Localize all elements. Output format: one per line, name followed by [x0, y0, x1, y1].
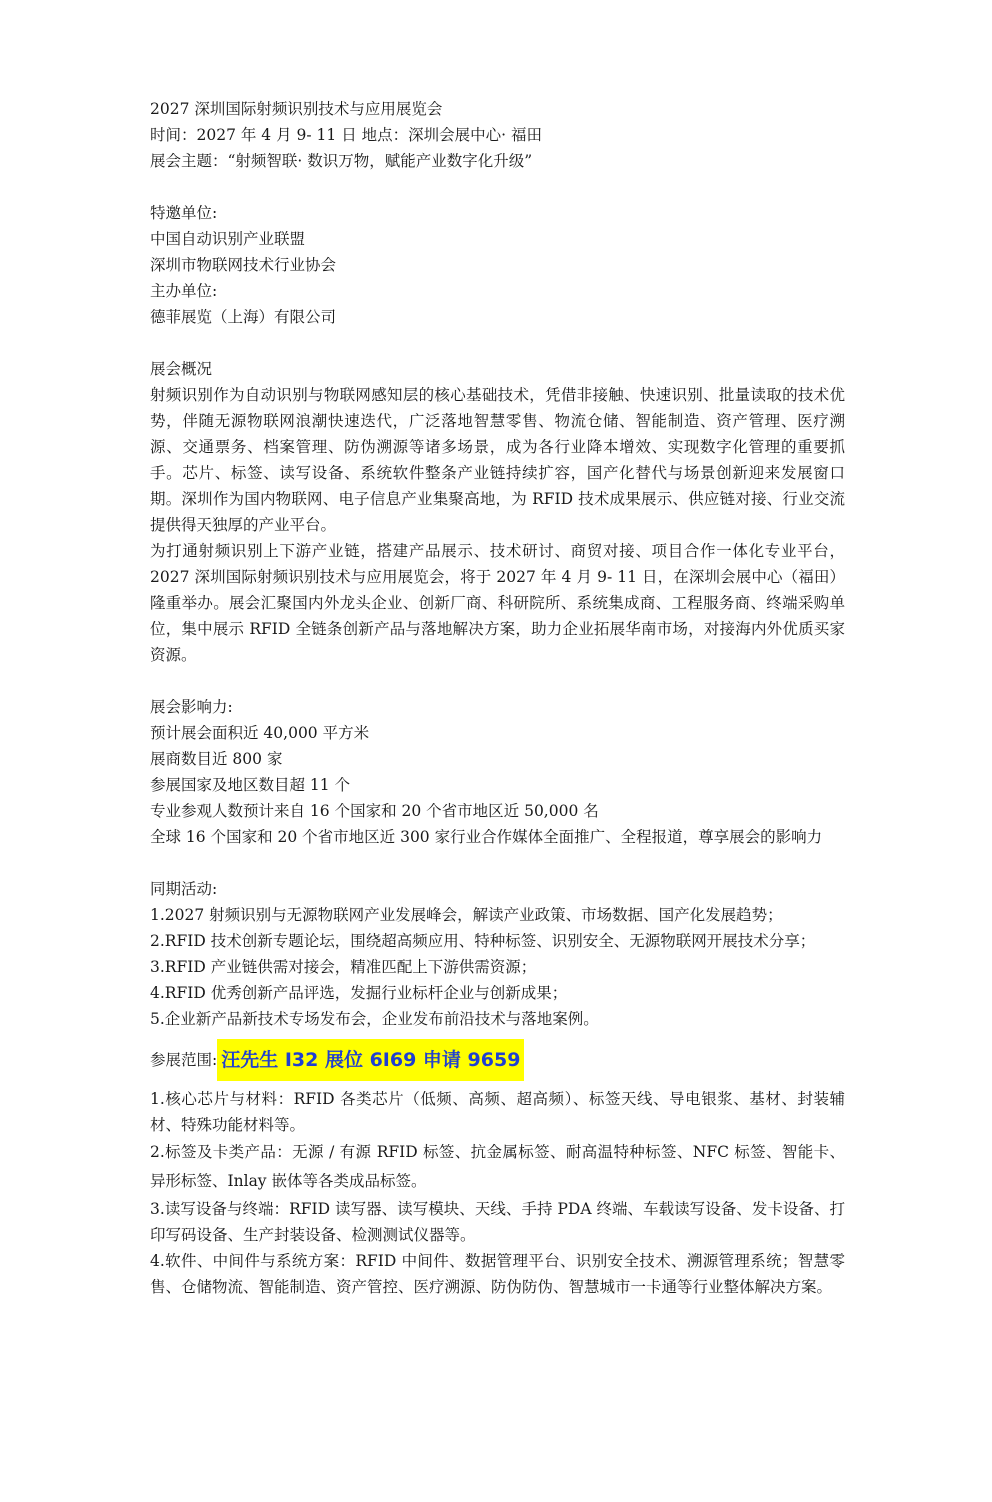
overview-paragraph-2: 为打通射频识别上下游产业链，搭建产品展示、技术研讨、商贸对接、项目合作一体化专业平台，2027 深圳国际射频识别技术与应用展览会，将于 2027 年 4 月 9- 11 日，在深圳会展中心（福田）隆重举办。展会汇聚国内外龙头企业、创新厂商、科研院所、系统集成商、工程服务商、终端采购单位，集中展示 RFID 全链条创新产品与落地解决方案，助力企业拓展华南市场，对接海内外优质买家资源。 [150, 542, 845, 664]
impact-item: 预计展会面积近 40,000 平方米 [150, 724, 370, 742]
special-invite-org-2: 深圳市物联网技术行业协会 [150, 256, 337, 274]
spacer [150, 174, 845, 200]
special-invite-org-1: 中国自动识别产业联盟 [150, 230, 306, 248]
scope-heading-row [150, 1038, 845, 1082]
document-page [150, 96, 845, 1300]
scope-item: 2.标签及卡类产品：无源 / 有源 RFID 标签、抗金属标签、耐高温特种标签、NFC 标签、智能卡、异形标签、Inlay 嵌体等各类成品标签。 [150, 1143, 845, 1190]
host-label: 主办单位: [150, 282, 218, 300]
activity-item: 4.RFID 优秀创新产品评选，发掘行业标杆企业与创新成果； [150, 984, 568, 1002]
time-and-place: 时间：2027 年 4 月 9- 11 日 地点：深圳会展中心· 福田 [150, 126, 542, 144]
overview-heading: 展会概况 [150, 360, 213, 378]
scope-item: 3.读写设备与终端：RFID 读写器、读写模块、天线、手持 PDA 终端、车载读写设备、发卡设备、打印写码设备、生产封装设备、检测测试仪器等。 [150, 1200, 845, 1244]
activity-item: 1.2027 射频识别与无源物联网产业发展峰会，解读产业政策、市场数据、国产化发展趋势； [150, 906, 783, 924]
exhibition-theme: 展会主题：“射频智联· 数识万物，赋能产业数字化升级” [150, 152, 533, 170]
activities-heading: 同期活动: [150, 880, 218, 898]
overview-paragraph-1: 射频识别作为自动识别与物联网感知层的核心基础技术，凭借非接触、快速识别、批量读取的技术优势，伴随无源物联网浪潮快速迭代，广泛落地智慧零售、物流仓储、智能制造、资产管理、医疗溯源、交通票务、档案管理、防伪溯源等诸多场景，成为各行业降本增效、实现数字化管理的重要抓手。芯片、标签、读写设备、系统软件整条产业链持续扩容，国产化替代与场景创新迎来发展窗口期。深圳作为国内物联网、电子信息产业集聚高地，为 RFID 技术成果展示、供应链对接、行业交流提供得天独厚的产业平台。 [150, 386, 845, 534]
spacer [150, 330, 845, 356]
impact-item: 专业参观人数预计来自 16 个国家和 20 个省市地区近 50,000 名 [150, 802, 599, 820]
contact-highlight: 汪先生 I32 展位 6I69 申请 9659 [217, 1039, 524, 1081]
impact-item: 展商数目近 800 家 [150, 750, 283, 768]
impact-heading: 展会影响力: [150, 698, 233, 716]
impact-item: 参展国家及地区数目超 11 个 [150, 776, 351, 794]
scope-label: 参展范围: [150, 1051, 218, 1069]
activity-item: 5.企业新产品新技术专场发布会，企业发布前沿技术与落地案例。 [150, 1010, 599, 1028]
activity-item: 2.RFID 技术创新专题论坛，围绕超高频应用、特种标签、识别安全、无源物联网开展技术分享； [150, 932, 816, 950]
special-invite-label: 特邀单位: [150, 204, 218, 222]
scope-item: 4.软件、中间件与系统方案：RFID 中间件、数据管理平台、识别安全技术、溯源管理系统；智慧零售、仓储物流、智能制造、资产管控、医疗溯源、防伪防伪、智慧城市一卡通等行业整体解决方案。 [150, 1252, 845, 1296]
host-org: 德菲展览（上海）有限公司 [150, 308, 337, 326]
scope-item: 1.核心芯片与材料：RFID 各类芯片（低频、高频、超高频）、标签天线、导电银浆、基材、封装辅材、特殊功能材料等。 [150, 1090, 845, 1134]
impact-item: 全球 16 个国家和 20 个省市地区近 300 家行业合作媒体全面推广、全程报道，尊享展会的影响力 [150, 828, 823, 846]
activity-item: 3.RFID 产业链供需对接会，精准匹配上下游供需资源； [150, 958, 537, 976]
spacer [150, 668, 845, 694]
spacer [150, 850, 845, 876]
exhibition-title: 2027 深圳国际射频识别技术与应用展览会 [150, 100, 443, 118]
